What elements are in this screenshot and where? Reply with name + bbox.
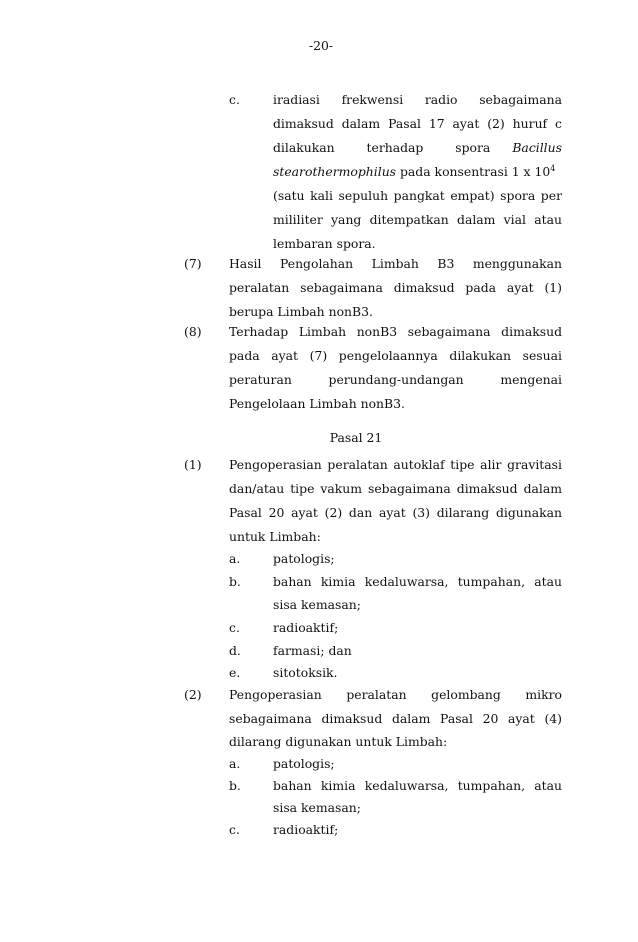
list-item-text: sisa kemasan;	[273, 800, 361, 815]
item-marker: (2)	[184, 687, 202, 702]
paragraph-line: sebagaimana dimaksud dalam Pasal 20 ayat (4)	[229, 711, 562, 726]
list-item-text: radioaktif;	[273, 822, 339, 837]
list-marker: a.	[229, 551, 241, 566]
list-marker: c.	[229, 620, 240, 635]
paragraph-line: dilarang digunakan untuk Limbah:	[229, 734, 448, 749]
item-marker: (8)	[184, 324, 202, 339]
concentration-text: pada konsentrasi 1 x 10	[396, 164, 551, 179]
paragraph-line: Pengoperasian peralatan autoklaf tipe alir gravitasi	[229, 457, 562, 472]
exponent: 4	[550, 163, 556, 173]
paragraph-line: lembaran spora.	[273, 236, 376, 251]
paragraph-line: dimaksud dalam Pasal 17 ayat (2) huruf c	[273, 116, 562, 131]
species-name: Bacillus	[512, 140, 562, 155]
list-item-text: bahan kimia kedaluwarsa, tumpahan, atau	[273, 574, 562, 589]
list-item-text: bahan kimia kedaluwarsa, tumpahan, atau	[273, 778, 562, 793]
list-item-text: sisa kemasan;	[273, 597, 361, 612]
paragraph-line: peraturan perundang-undangan mengenai	[229, 372, 562, 387]
list-marker: c.	[229, 92, 240, 107]
paragraph-line	[273, 140, 562, 155]
paragraph-line-text: dilakukan terhadap spora	[273, 140, 491, 155]
paragraph-line: peralatan sebagaimana dimaksud pada ayat (1)	[229, 280, 562, 295]
list-marker: e.	[229, 665, 241, 680]
list-marker: a.	[229, 756, 241, 771]
species-name: stearothermophilus	[273, 164, 397, 179]
paragraph-line: mililiter yang ditempatkan dalam vial atau	[273, 212, 562, 227]
item-marker: (1)	[184, 457, 202, 472]
section-heading: Pasal 21	[329, 430, 383, 445]
paragraph-line: Hasil Pengolahan Limbah B3 menggunakan	[229, 256, 562, 271]
list-item-text: patologis;	[273, 551, 335, 566]
list-marker: d.	[229, 643, 241, 658]
list-marker: c.	[229, 822, 240, 837]
paragraph-line: Pengelolaan Limbah nonB3.	[229, 396, 405, 411]
paragraph-line: Pasal 20 ayat (2) dan ayat (3) dilarang digunakan	[229, 505, 562, 520]
page-number: -20-	[308, 38, 334, 53]
list-item-text: radioaktif;	[273, 620, 339, 635]
list-marker: b.	[229, 778, 241, 793]
paragraph-line: Terhadap Limbah nonB3 sebagaimana dimaksud	[229, 324, 562, 339]
paragraph-line: dan/atau tipe vakum sebagaimana dimaksud dalam	[229, 481, 562, 496]
paragraph-line: berupa Limbah nonB3.	[229, 304, 373, 319]
list-marker: b.	[229, 574, 241, 589]
item-marker: (7)	[184, 256, 202, 271]
paragraph-line: untuk Limbah:	[229, 529, 321, 544]
paragraph-line: (satu kali sepuluh pangkat empat) spora per	[273, 188, 562, 203]
list-item-text: farmasi; dan	[273, 643, 352, 658]
paragraph-line: iradiasi frekwensi radio sebagaimana	[273, 92, 562, 107]
paragraph-line: Pengoperasian peralatan gelombang mikro	[229, 687, 562, 702]
paragraph-line: pada ayat (7) pengelolaannya dilakukan sesuai	[229, 348, 562, 363]
list-item-text: patologis;	[273, 756, 335, 771]
paragraph-line	[273, 164, 555, 179]
list-item-text: sitotoksik.	[273, 665, 338, 680]
